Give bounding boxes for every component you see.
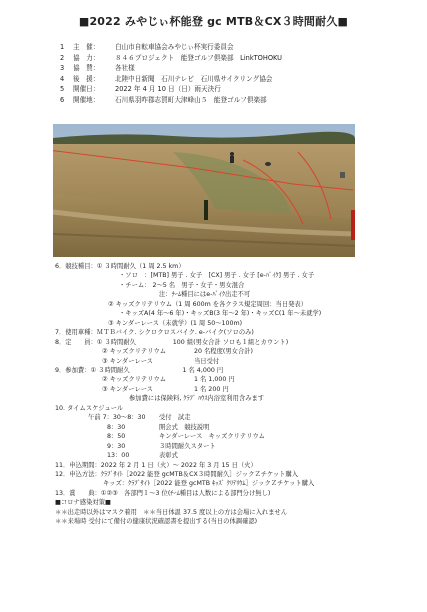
schedule-time: 午前 7：30～8：30 xyxy=(88,414,146,422)
capacity-value: 100 組(男女合計 ソロも１組とカウント) xyxy=(172,338,289,346)
info-value: 北陸中日新聞 石川テレビ 石川県サイクリング協会 xyxy=(115,74,273,83)
info-num: 6 xyxy=(60,95,65,104)
schedule-row xyxy=(55,432,425,441)
fee-name: ① ３時間耐久 xyxy=(90,366,130,374)
capacity-name: ③ キンダーレース xyxy=(102,357,153,365)
bike-types-line: 7．使用車種：ＭＴＢバイク. シクロクロスバイク. e-バイク(ソロのみ) xyxy=(55,329,254,337)
schedule-event: 受付 試走 xyxy=(159,414,191,422)
covid-rule: ＊＊出走時以外はマスク着用 ＊＊当日体温 37.5 度以上の方は会場に入れません xyxy=(55,508,288,516)
event-category-line: ② キッズクリテリウム（1 周 600m を各クラス規定周回：当日発表） xyxy=(108,300,308,308)
event-info-list xyxy=(60,42,282,106)
info-label: 開催日： xyxy=(73,85,100,94)
event-category-line: ・キッズA(4 年～6 年)・キッズB(3 年～2 年)・キッズC(1 年～未就学) xyxy=(119,310,322,318)
schedule-event: ３時間耐久スタート xyxy=(159,442,216,450)
info-row xyxy=(60,84,282,95)
info-label: 後 援： xyxy=(73,74,100,83)
info-num: 3 xyxy=(60,64,65,73)
event-category-line: ③ キンダーレース（未就学）(1 周 50～100m) xyxy=(108,319,243,327)
info-num: 5 xyxy=(60,85,65,94)
fee-note: 参加費には保険料, ｸﾗﾌﾞ ﾊｳｽ内浴室利用含みます xyxy=(129,395,265,403)
fee-value: 1 名 200 円 xyxy=(194,385,229,393)
info-label: 開催地： xyxy=(73,95,100,104)
schedule-row xyxy=(55,442,425,451)
info-value: ８４６プロジェクト 能登ゴルフ倶楽部 LinkTOHOKU xyxy=(115,53,282,62)
awards-line: 13．賞 典：①②③ 各部門１～3 位(ﾁｰﾑ種目は人数による部門分け無し) xyxy=(55,489,271,497)
schedule-event: 開会式 競技説明 xyxy=(159,423,210,431)
fee-heading: 9．参加費： xyxy=(55,366,91,374)
info-value: 2022 年 4 月 10 日（日）雨天決行 xyxy=(115,85,221,94)
schedule-time: 8：50 xyxy=(107,433,126,441)
schedule-event: 表彰式 xyxy=(159,452,178,460)
event-category-line: ・チーム： 2～5 名 男子・女子・男女混合 xyxy=(119,281,245,289)
event-category-line: 6．競技種目：① ３時間耐久（1 周 2.5 km） xyxy=(55,263,185,270)
info-value: 石川県羽咋郡志賀町大津峰山５ 能登ゴルフ倶楽部 xyxy=(115,95,267,104)
info-label: 協 賛： xyxy=(73,64,100,73)
capacity-heading: 8．定 員： xyxy=(55,338,97,346)
application-period: 11．申込期間：2022 年 2 月 1 日（火）～ 2022 年 3 月 15 日（火） xyxy=(55,461,257,469)
info-row xyxy=(60,95,282,106)
fee-row xyxy=(55,385,425,394)
fee-name: ③ キンダーレース xyxy=(102,385,153,393)
info-row xyxy=(60,53,282,64)
info-num: 2 xyxy=(60,53,65,62)
capacity-value: 当日受付 xyxy=(194,357,220,365)
application-method: 12．申込方法：ｸﾗﾌﾞｻｲﾄ［2022 能登 gcMTB＆CX３時間耐久］ジックＺチケット購入 xyxy=(55,470,299,478)
capacity-row xyxy=(55,338,425,347)
info-value: 白山市自転車協会みやじぃ杯実行委員会 xyxy=(115,43,234,51)
fee-value: 1 名 1,000 円 xyxy=(194,376,235,384)
info-value: 各社様 xyxy=(115,64,135,73)
info-label: 協 力： xyxy=(73,53,100,62)
schedule-time: 13：00 xyxy=(107,452,130,460)
details-body xyxy=(55,262,425,527)
capacity-name: ② キッズクリテリウム xyxy=(102,348,167,356)
fee-value: 1 名 4,000 円 xyxy=(182,366,224,374)
course-photo xyxy=(53,124,355,257)
schedule-time: 8：30 xyxy=(107,423,126,431)
info-row xyxy=(60,42,282,53)
capacity-name: ① ３時間耐久 xyxy=(96,338,136,346)
fee-row xyxy=(55,375,425,384)
fee-row xyxy=(55,366,425,375)
schedule-event: キンダーレース キッズクリテリウム xyxy=(159,433,265,441)
covid-heading: ■コロナ感染対策■ xyxy=(55,499,111,507)
event-category-note: 注：ﾁｰﾑ種目にはe-ﾊﾞｲｸ出走不可 xyxy=(159,291,251,299)
info-row xyxy=(60,74,282,85)
schedule-row xyxy=(55,451,425,460)
capacity-value: 20 名程度(男女合計) xyxy=(194,348,254,356)
info-num: 4 xyxy=(60,74,65,83)
capacity-row xyxy=(55,347,425,356)
page-title: ■2022 みやじぃ杯能登 gc MTB＆CX３時間耐久■ xyxy=(78,15,349,28)
schedule-time: 9：30 xyxy=(107,442,126,450)
schedule-row xyxy=(55,423,425,432)
covid-rule: ＊＊来場時 受付にて備付の健康状況確認書を提出する(当日の体調確認) xyxy=(55,518,258,526)
fee-name: ② キッズクリテリウム xyxy=(102,376,167,384)
schedule-heading: 10. タイムスケジュール xyxy=(55,404,124,412)
info-label: 主 催： xyxy=(73,43,100,51)
info-row xyxy=(60,63,282,74)
application-method-kids: キッズ：ｸﾗﾌﾞｻｲﾄ［2022 能登 gcMTB ｷｯｽﾞ ｸﾘﾃﾘｳﾑ］ジックＺチケット購入 xyxy=(103,480,315,488)
event-category-line: ・ソロ ：[MTB] 男子 . 女子 [CX] 男子 . 女子 [e-ﾊﾞｲｸ] 男子 . 女子 xyxy=(119,272,315,280)
schedule-row xyxy=(55,413,425,422)
info-num: 1 xyxy=(60,43,65,51)
capacity-row xyxy=(55,357,425,366)
